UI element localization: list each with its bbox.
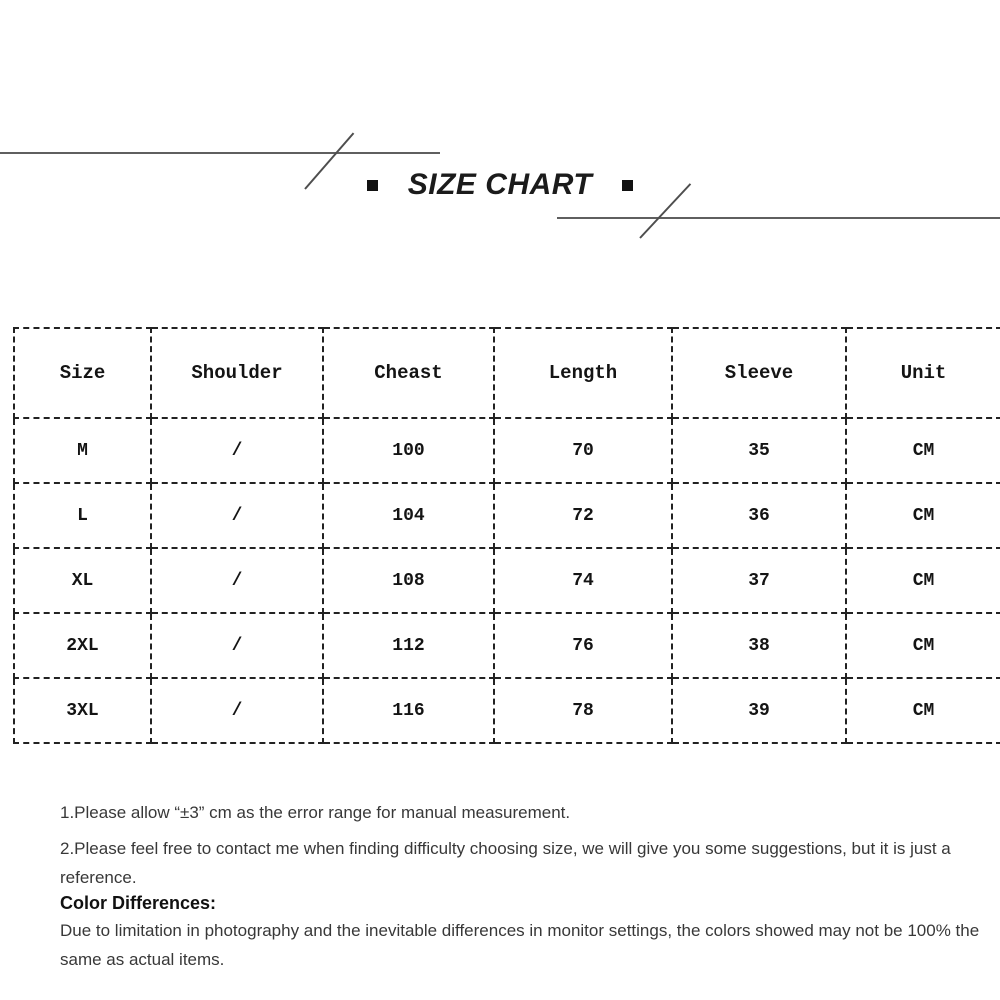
- cell-cheast: 112: [323, 613, 494, 678]
- cell-size: XL: [14, 548, 151, 613]
- page-title: SIZE CHART: [407, 168, 593, 201]
- cell-sleeve: 37: [672, 548, 846, 613]
- table-row: [14, 483, 1000, 548]
- cell-unit: CM: [846, 613, 1000, 678]
- cell-shoulder: /: [151, 483, 323, 548]
- cell-sleeve: 35: [672, 418, 846, 483]
- decor-line-bottom-right: [557, 217, 1000, 219]
- cell-length: 72: [494, 483, 672, 548]
- cell-unit: CM: [846, 548, 1000, 613]
- cell-length: 78: [494, 678, 672, 743]
- table-row: [14, 418, 1000, 483]
- notes-section: [60, 798, 995, 974]
- size-table: [13, 327, 1000, 744]
- cell-unit: CM: [846, 483, 1000, 548]
- cell-length: 76: [494, 613, 672, 678]
- cell-shoulder: /: [151, 613, 323, 678]
- cell-size: 3XL: [14, 678, 151, 743]
- size-table-header-row: [14, 328, 1000, 418]
- cell-length: 74: [494, 548, 672, 613]
- table-row: [14, 613, 1000, 678]
- column-header-sleeve: Sleeve: [672, 328, 846, 418]
- cell-sleeve: 39: [672, 678, 846, 743]
- title-bullet-right-square-icon: [622, 180, 633, 191]
- column-header-cheast: Cheast: [323, 328, 494, 418]
- title-row: [0, 168, 1000, 202]
- cell-shoulder: /: [151, 548, 323, 613]
- cell-cheast: 100: [323, 418, 494, 483]
- cell-cheast: 104: [323, 483, 494, 548]
- note-measurement-error: 1.Please allow “±3” cm as the error range for manual measurement.: [60, 803, 571, 822]
- cell-size: M: [14, 418, 151, 483]
- cell-size: 2XL: [14, 613, 151, 678]
- cell-shoulder: /: [151, 678, 323, 743]
- cell-cheast: 116: [323, 678, 494, 743]
- size-table-body: [14, 418, 1000, 743]
- column-header-size: Size: [14, 328, 151, 418]
- cell-size: L: [14, 483, 151, 548]
- color-differences-heading: Color Differences:: [60, 893, 217, 913]
- cell-cheast: 108: [323, 548, 494, 613]
- cell-sleeve: 38: [672, 613, 846, 678]
- title-bullet-left-square-icon: [367, 180, 378, 191]
- decor-line-top-left: [0, 152, 440, 154]
- table-row: [14, 548, 1000, 613]
- cell-shoulder: /: [151, 418, 323, 483]
- cell-sleeve: 36: [672, 483, 846, 548]
- column-header-unit: Unit: [846, 328, 1000, 418]
- cell-length: 70: [494, 418, 672, 483]
- column-header-length: Length: [494, 328, 672, 418]
- color-differences-text: Due to limitation in photography and the inevitable differences in monitor settings, the colors showed may not be 100% the same as actual items.: [60, 921, 980, 969]
- cell-unit: CM: [846, 678, 1000, 743]
- table-row: [14, 678, 1000, 743]
- cell-unit: CM: [846, 418, 1000, 483]
- note-size-suggestion: 2.Please feel free to contact me when finding difficulty choosing size, we will give you some suggestions, but it is just a reference.: [60, 839, 951, 887]
- column-header-shoulder: Shoulder: [151, 328, 323, 418]
